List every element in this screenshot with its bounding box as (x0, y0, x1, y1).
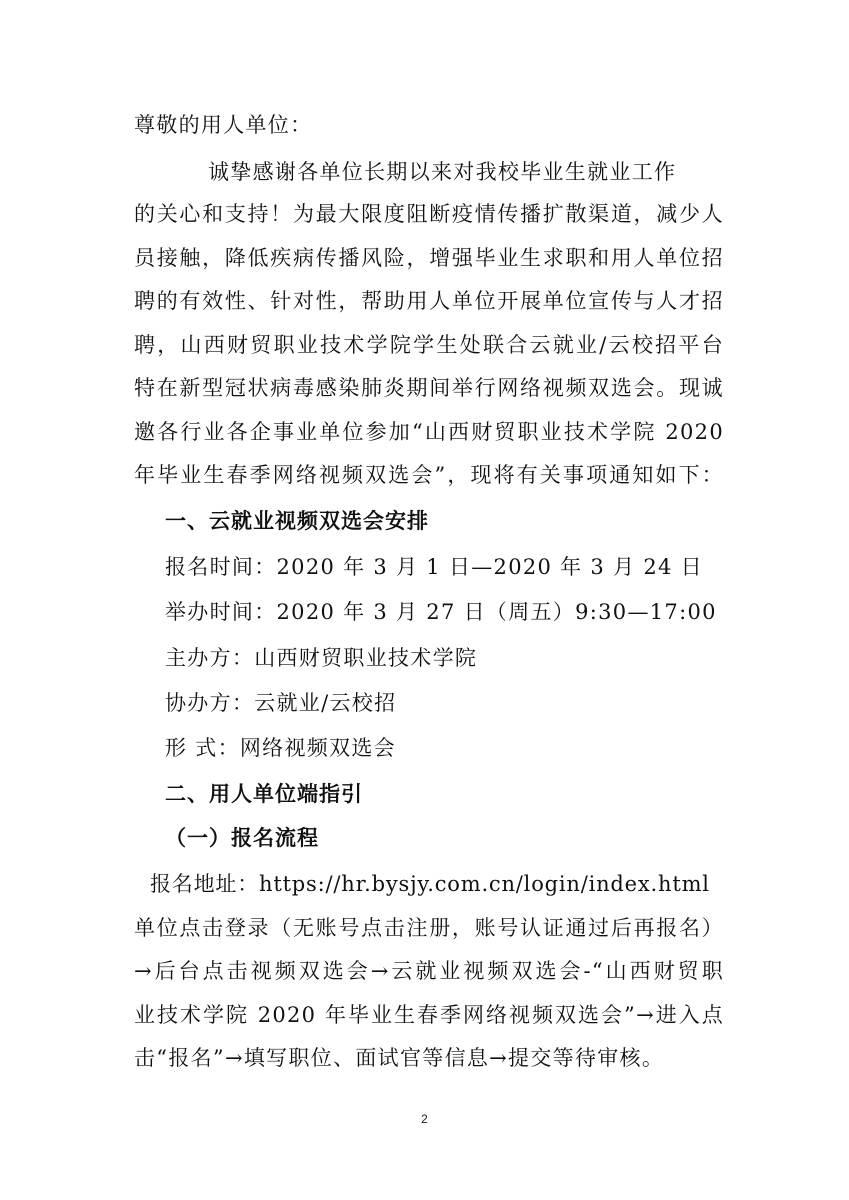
process-line: 业技术学院 2020 年毕业生春季网络视频双选会”→进入点 (134, 1003, 724, 1027)
organizer: 主办方：山西财贸职业技术学院 (165, 646, 478, 670)
intro-line: 聘的有效性、针对性，帮助用人单位开展单位宣传与人才招 (134, 289, 724, 313)
intro-line: 年毕业生春季网络视频双选会”，现将有关事项通知如下： (134, 463, 724, 487)
section-heading-arrangement: 一、云就业视频双选会安排 (165, 509, 429, 533)
process-line: 击“报名”→填写职位、面试官等信息→提交等待审核。 (134, 1046, 665, 1070)
format: 形 式：网络视频双选会 (165, 736, 396, 760)
event-time: 举办时间：2020 年 3 月 27 日（周五）9:30—17:00 (165, 600, 717, 624)
intro-line: 员接触，降低疾病传播风险，增强毕业生求职和用人单位招 (134, 246, 724, 270)
section-heading-guide: 二、用人单位端指引 (165, 782, 363, 806)
subheading-registration-process: （一）报名流程 (165, 826, 319, 850)
intro-line: 聘，山西财贸职业技术学院学生处联合云就业/云校招平台 (134, 333, 724, 357)
registration-url-line: 报名地址：https://hr.bysjy.com.cn/login/index.html (150, 872, 710, 896)
page-number: 2 (421, 1112, 428, 1126)
intro-line: 诚挚感谢各单位长期以来对我校毕业生就业工作 (208, 160, 677, 184)
co-organizer: 协办方：云就业/云校招 (165, 691, 397, 715)
intro-line: 邀各行业各企事业单位参加“山西财贸职业技术学院 2020 (134, 420, 724, 444)
intro-line: 的关心和支持！为最大限度阻断疫情传播扩散渠道，减少人 (134, 202, 724, 226)
registration-time: 报名时间：2020 年 3 月 1 日—2020 年 3 月 24 日 (165, 555, 703, 579)
intro-line: 特在新型冠状病毒感染肺炎期间举行网络视频双选会。现诚 (134, 376, 724, 400)
process-line: →后台点击视频双选会→云就业视频双选会-“山西财贸职 (134, 959, 724, 983)
salutation: 尊敬的用人单位： (134, 113, 313, 137)
process-line: 单位点击登录（无账号点击注册，账号认证通过后再报名） (134, 916, 724, 940)
